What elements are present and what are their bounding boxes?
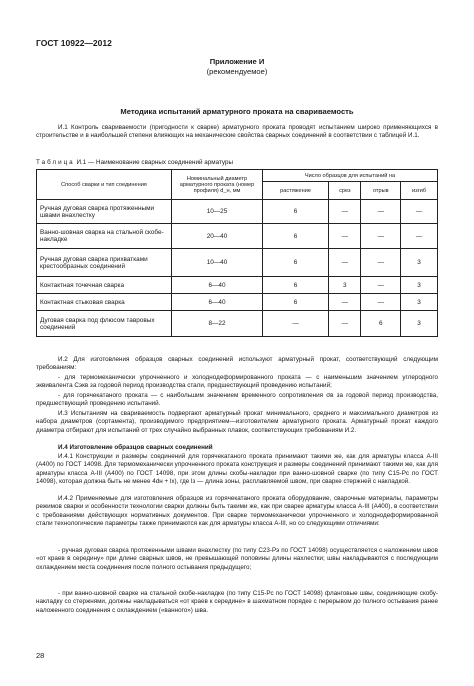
table-row xyxy=(37,311,438,337)
cell-tearoff: — xyxy=(361,224,401,249)
cell-method: Контактная стыковая сварка xyxy=(37,294,172,311)
cell-tearoff: — xyxy=(361,277,401,294)
cell-shear: — xyxy=(329,311,361,337)
cell-tearoff: — xyxy=(361,200,401,224)
cell-bend: 3 xyxy=(401,294,438,311)
cell-shear: — xyxy=(329,249,361,277)
cell-tension: 6 xyxy=(263,249,329,277)
header-tension: растяжение xyxy=(263,182,329,200)
cell-diameter: 10—40 xyxy=(172,249,263,277)
table-caption-prefix: Таблица xyxy=(36,159,75,166)
header-samples-group: Число образцов для испытаний на xyxy=(263,170,438,182)
cell-method: Контактная точечная сварка xyxy=(37,277,172,294)
cell-method: Ванно-шовная сварка на стальной скобе-накладке xyxy=(37,224,172,249)
cell-bend: 3 xyxy=(401,249,438,277)
cell-diameter: 10—25 xyxy=(172,200,263,224)
paragraph-i1: И.1 Контроль свариваемости (пригодности к сварке) арматурного проката проводят испытанием широко применяющихся в строительстве и в наибольшей степени влияющих на механические свойства сварных соединений в соответствии с таблицей И.1. xyxy=(36,124,438,140)
cell-tension: 6 xyxy=(263,277,329,294)
cell-bend: 3 xyxy=(401,311,438,337)
table-caption-text: — Наименование сварных соединений арматуры xyxy=(87,159,234,166)
header-shear: срез xyxy=(329,182,361,200)
cell-bend: — xyxy=(401,200,438,224)
paragraph-i42: И.4.2 Применяемые для изготовления образцов из горячекатаного проката оборудование, сварочные материалы, параметры режимов сварки и особенности технологии сварки должны быть такими же, как при сварке арматуры класса А-III (А400), в соответствии с требованиями действующих нормативных документов. При сварке термомеханически упрочненного и холоднодеформированной стали технологические параметры также принимаются как для арматуры класса А-III, но со следующими отличиями: xyxy=(36,495,438,527)
table-row xyxy=(37,294,438,311)
section-title: Методика испытаний арматурного проката на свариваемость xyxy=(120,107,354,116)
table-caption-number: И.1 xyxy=(76,159,87,166)
cell-method: Дуговая сварка под флюсом тавровых соединений xyxy=(37,311,172,337)
table-row xyxy=(37,249,438,277)
cell-tension: 6 xyxy=(263,224,329,249)
cell-tearoff: 6 xyxy=(361,311,401,337)
header-diameter: Номинальный диаметр арматурного проката (номер профиля) d_н, мм xyxy=(172,170,263,200)
cell-tension: 6 xyxy=(263,294,329,311)
cell-bend: — xyxy=(401,224,438,249)
welding-table xyxy=(36,169,438,337)
cell-shear: 3 xyxy=(329,277,361,294)
annex-subtitle: (рекомендуемое) xyxy=(206,67,268,76)
cell-diameter: 6—40 xyxy=(172,294,263,311)
cell-shear: — xyxy=(329,224,361,249)
cell-shear: — xyxy=(329,200,361,224)
header-method: Способ сварки и тип соединения xyxy=(37,170,172,200)
table-row xyxy=(37,277,438,294)
header-tearoff: отрыв xyxy=(361,182,401,200)
cell-method: Ручная дуговая сварка прихватками крестообразных соединений xyxy=(37,249,172,277)
cell-diameter: 8—22 xyxy=(172,311,263,337)
cell-diameter: 6—40 xyxy=(172,277,263,294)
table-row xyxy=(37,224,438,249)
header-bend: изгиб xyxy=(401,182,438,200)
cell-bend: 3 xyxy=(401,277,438,294)
paragraph-i2: И.2 Для изготовления образцов сварных соединений используют арматурный прокат, соответствующий следующим требованиям: xyxy=(36,356,438,372)
cell-tension: — xyxy=(263,311,329,337)
paragraph-hotrolled: - для горячекатаного проката — с наибольшим значением временного сопротивления σв за годовой период производства, предшествующий проведению испытаний. xyxy=(36,392,438,408)
paragraph-bath-weld: - при ванно-шовной сварке на стальной скобе-накладке (по типу С15-Рс по ГОСТ 14098) фланговые швы, соединяющие скобу-накладку со стержнями, должны накладываться «от краев к середине» в шахматном порядке с перерывом до полного остывания ранее наложенного соединения с охлаждением («ванного») шва. xyxy=(36,590,438,614)
paragraph-i41: И.4.1 Конструкции и размеры соединений для горячекатаного проката принимают такими же, как для арматуры класса А-III (А400) по ГОСТ 14098. Для термомеханически упрочненного проката конструкция и размеры соединений принимают такими же, как для арматуры класса А-III (А400) по ГОСТ 14098, при этом длины скобы-накладки при ванно-шовной сварке (по типу С15-Рс по ГОСТ 14098), которая должна быть не менее 4dн + lх), где lз — длина зоны, расплавляемой швом, при сварке стержней с накладкой. xyxy=(36,453,438,485)
table-row xyxy=(37,200,438,224)
paragraph-thermo: - для термомеханически упрочненного и холоднодеформированного проката — с наименьшим значением углеродного эквивалента Сэкв за годовой период производства стали, предшествующий проведению испытаний; xyxy=(36,374,438,390)
cell-shear: — xyxy=(329,294,361,311)
standard-header: ГОСТ 10922—2012 xyxy=(36,38,112,48)
subsection-heading: И.4 Изготовление образцов сварных соединений xyxy=(58,444,213,451)
cell-tearoff: — xyxy=(361,249,401,277)
annex-title: Приложение И xyxy=(209,57,265,66)
paragraph-manual-weld: - ручная дуговая сварка протяженными швами внахлестку (по типу С23-Рэ по ГОСТ 14098) осуществляется с наложением швов «от краев в середину» при длине сварных швов, не превышающей половины длины нахлестки; швы накладываются с последующим охлаждением места соединения после полного остывания предыдущего; xyxy=(36,547,438,571)
paragraph-i3: И.3 Испытаниям на свариваемость подвергают арматурный прокат минимального, среднего и максимального диаметров из набора диаметров (сортамента), производимого предприятием—изготовителем арматурного проката. Арматурный прокат каждого диаметра отбирают для испытаний от трех случайно выбранных плавок, соответствующих требованиям И.2. xyxy=(36,410,438,434)
cell-diameter: 20—40 xyxy=(172,224,263,249)
table-caption xyxy=(36,159,233,166)
page-number: 28 xyxy=(36,651,45,660)
cell-tension: 6 xyxy=(263,200,329,224)
cell-tearoff: — xyxy=(361,294,401,311)
cell-method: Ручная дуговая сварка протяженными швами внахлестку xyxy=(37,200,172,224)
